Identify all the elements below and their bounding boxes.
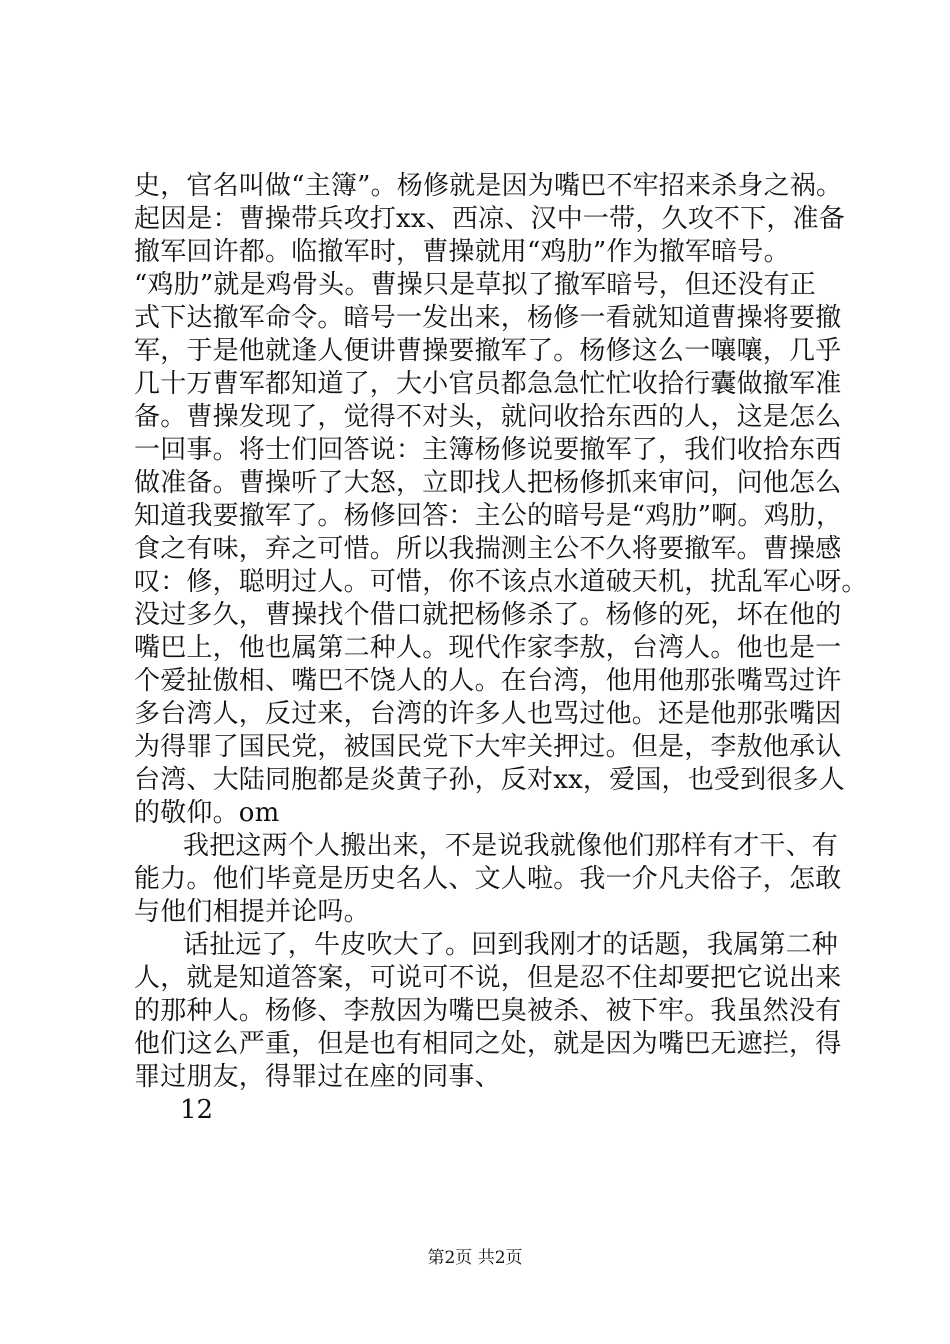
text-line: “鸡肋”就是鸡骨头。曹操只是草拟了撤军暗号，但还没有正 xyxy=(134,270,816,300)
page-footer: 第2页 共2页 xyxy=(427,1248,523,1268)
text-line: 起因是：曹操带兵攻打xx、西凉、汉中一带，久攻不下，准备 xyxy=(134,204,845,234)
text-line: 罪过朋友，得罪过在座的同事、 xyxy=(134,1062,501,1092)
text-line: 备。曹操发现了，觉得不对头，就问收拾东西的人，这是怎么 xyxy=(134,402,842,432)
text-line: 的那种人。杨修、李敖因为嘴巴臭被杀、被下牢。我虽然没有 xyxy=(134,996,842,1026)
text-line: 为得罪了国民党，被国民党下大牢关押过。但是，李敖他承认 xyxy=(134,732,842,762)
text-line: 军，于是他就逢人便讲曹操要撤军了。杨修这么一嚷嚷，几乎 xyxy=(134,336,842,366)
text-line: 没过多久，曹操找个借口就把杨修杀了。杨修的死，坏在他的 xyxy=(134,600,842,630)
text-line: 多台湾人，反过来，台湾的许多人也骂过他。还是他那张嘴因 xyxy=(134,699,842,729)
text-line: 史，官名叫做“主簿”。杨修就是因为嘴巴不牢招来杀身之祸。 xyxy=(134,171,843,201)
text-line: 一回事。将士们回答说：主簿杨修说要撤军了，我们收拾东西 xyxy=(134,435,842,465)
text-line: 能力。他们毕竟是历史名人、文人啦。我一介凡夫俗子，怎敢 xyxy=(134,864,842,894)
text-line: 人，就是知道答案，可说可不说，但是忍不住却要把它说出来 xyxy=(134,963,842,993)
text-line: 食之有味，弃之可惜。所以我揣测主公不久将要撤军。曹操感 xyxy=(134,534,842,564)
text-line: 台湾、大陆同胞都是炎黄子孙，反对xx，爱国，也受到很多人 xyxy=(134,765,845,795)
text-line: 做准备。曹操听了大怒，立即找人把杨修抓来审问，问他怎么 xyxy=(134,468,842,498)
text-line: 的敬仰。om xyxy=(134,798,280,828)
text-line: 个爱扯傲相、嘴巴不饶人的人。在台湾，他用他那张嘴骂过许 xyxy=(134,666,842,696)
text-line: 嘴巴上，他也属第二种人。现代作家李敖，台湾人。他也是一 xyxy=(134,633,842,663)
text-line: 与他们相提并论吗。 xyxy=(134,897,370,927)
paragraph-start-line: 话扯远了，牛皮吹大了。回到我刚才的话题，我属第二种 xyxy=(183,930,839,960)
text-line: 叹：修，聪明过人。可惜，你不该点水道破天机，扰乱军心呀。 xyxy=(134,567,868,597)
text-line: 式下达撤军命令。暗号一发出来，杨修一看就知道曹操将要撤 xyxy=(134,303,842,333)
text-line: 他们这么严重，但是也有相同之处，就是因为嘴巴无遮拦，得 xyxy=(134,1029,842,1059)
paragraph-start-line: 我把这两个人搬出来，不是说我就像他们那样有才干、有 xyxy=(183,831,839,861)
text-line: 知道我要撤军了。杨修回答：主公的暗号是“鸡肋”啊。鸡肋， xyxy=(134,501,843,531)
text-line: 几十万曹军都知道了，大小官员都急急忙忙收拾行囊做撤军准 xyxy=(134,369,842,399)
text-line: 撤军回许都。临撤军时，曹操就用“鸡肋”作为撤军暗号。 xyxy=(134,237,790,267)
page-number-inline: 12 xyxy=(180,1095,214,1125)
